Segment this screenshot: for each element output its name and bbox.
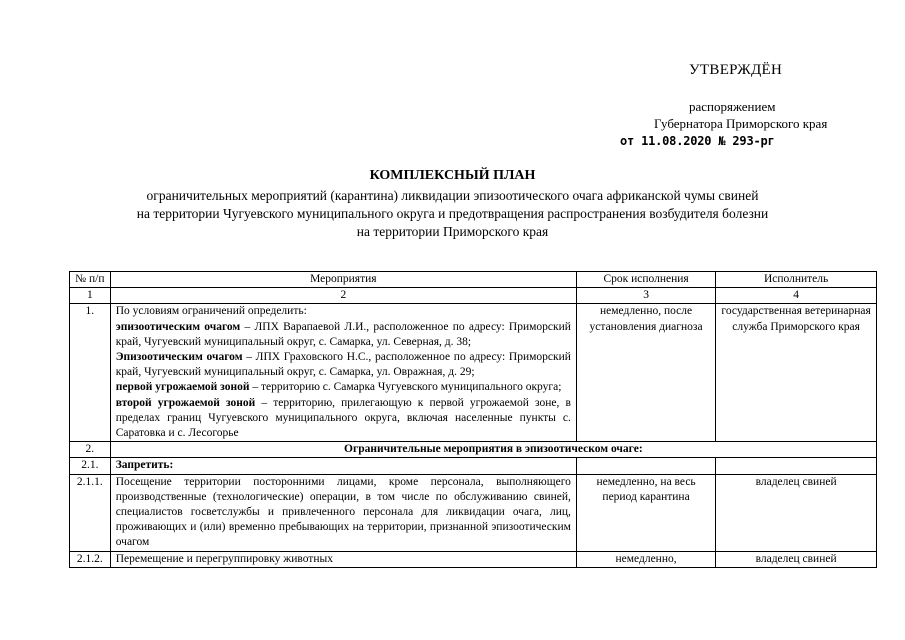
table-header-row: [70, 272, 877, 288]
activity-paragraph: [116, 380, 571, 395]
paragraph-text: – ЛПХ Варапаевой Л.И., расположенное по адресу: Приморский край, Чугуевский муниципальный округ, с. Самарка, ул. Северная, д. 38;: [115, 320, 571, 348]
activity-paragraph: [116, 320, 571, 350]
bold-term: Эпизоотическим очагом: [115, 351, 243, 364]
empty-cell: [716, 458, 877, 474]
approval-title: УТВЕРЖДЁН: [689, 62, 783, 78]
bold-term: эпизоотическим очагом: [115, 320, 241, 333]
row-deadline: немедленно,: [576, 551, 715, 567]
document-subtitle-1: ограничительных мероприятий (карантина) ликвидации эпизоотического очага африканской чумы свиней: [146, 188, 759, 203]
row-activity: Перемещение и перегруппировку животных: [110, 551, 576, 567]
table-row: [70, 551, 877, 567]
header-number: № п/п: [70, 272, 111, 288]
row-number: 2.1.1.: [70, 474, 111, 551]
paragraph-text: – территорию с. Самарка Чугуевского муниципального округа;: [249, 381, 562, 394]
bold-term: первой угрожаемой зоной: [115, 381, 250, 394]
index-cell: 3: [576, 288, 715, 304]
row-executor: государственная ветеринарная служба Приморского края: [716, 304, 877, 442]
row-deadline: немедленно, после установления диагноза: [576, 304, 715, 442]
approval-line-2: Губернатора Приморского края: [654, 116, 828, 131]
approval-block: [0, 0, 905, 160]
row-activity: [110, 304, 576, 442]
empty-cell: [576, 458, 715, 474]
approval-line-1: распоряжением: [689, 99, 776, 114]
document-subtitle-3: на территории Приморского края: [356, 224, 549, 239]
row-activity: Посещение территории посторонними лицами, кроме персонала, выполняющего производственные (технологические) операции, в том числе по обслуживанию свиней, специалистов госветслужбы и привлеченного персонала для ликвидации очага, лиц, проживающих и (или) временно пребывающих на территории, признанной эпизоотическим очагом: [110, 474, 576, 551]
row-deadline: немедленно, на весь период карантина: [576, 474, 715, 551]
subsection-heading: Запретить:: [110, 458, 576, 474]
plan-table: [69, 271, 877, 568]
document-title: КОМПЛЕКСНЫЙ ПЛАН: [369, 168, 536, 183]
table-row: [70, 474, 877, 551]
table-row: [70, 304, 877, 442]
header-executor: Исполнитель: [716, 272, 877, 288]
paragraph-text: – ЛПХ Граховского Н.С., расположенное по адресу: Приморский край, Чугуевский муниципальный округ, с. Самарка, ул. Овражная, д. 29;: [115, 351, 571, 379]
row-executor: владелец свиней: [716, 551, 877, 567]
index-cell: 4: [716, 288, 877, 304]
table-row: [70, 442, 877, 458]
row-number: 2.1.: [70, 458, 111, 474]
row-executor: владелец свиней: [716, 474, 877, 551]
row-number: 1.: [70, 304, 111, 442]
activity-intro: По условиям ограничений определить:: [115, 305, 307, 318]
activity-paragraph: [116, 350, 571, 380]
row-number: 2.: [70, 442, 111, 458]
table-row: [70, 458, 877, 474]
header-deadline: Срок исполнения: [576, 272, 715, 288]
table-index-row: [70, 288, 877, 304]
row-number: 2.1.2.: [70, 551, 111, 567]
approval-date-number: от 11.08.2020 № 293-рг: [620, 134, 775, 148]
index-cell: 1: [70, 288, 111, 304]
bold-term: второй угрожаемой зоной: [115, 396, 256, 409]
header-activities: Мероприятия: [110, 272, 576, 288]
activity-paragraph: [116, 396, 571, 442]
index-cell: 2: [110, 288, 576, 304]
paragraph-text: – территорию, прилегающую к первой угрожаемой зоне, в пределах границ Чугуевского муниципального округа, включая населенные пункты с. Саратовка и с. Лесогорье: [115, 396, 571, 440]
section-heading: Ограничительные мероприятия в эпизоотическом очаге:: [110, 442, 876, 458]
document-subtitle-2: на территории Чугуевского муниципального округа и предотвращения распространения возбудителя болезни: [136, 206, 769, 221]
